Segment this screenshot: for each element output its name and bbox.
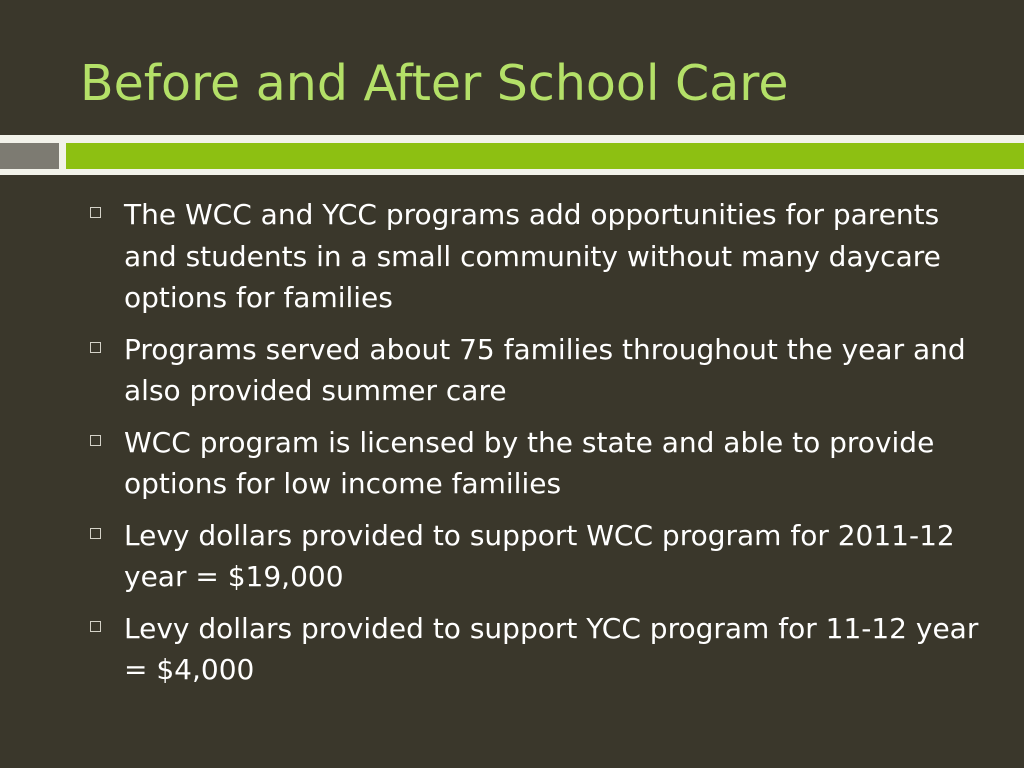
bullet-text: Levy dollars provided to support YCC program for 11-12 year = $4,000 — [124, 611, 979, 686]
bullet-item — [84, 194, 984, 319]
bullet-text: Levy dollars provided to support WCC program for 2011-12 year = $19,000 — [124, 518, 955, 593]
divider-accent-gray — [0, 143, 59, 169]
bullet-text: The WCC and YCC programs add opportunities for parents and students in a small community without many daycare options for families — [124, 198, 941, 314]
square-bullet-icon — [90, 528, 101, 539]
bullet-item — [84, 608, 984, 691]
square-bullet-icon — [90, 621, 101, 632]
bullet-text: Programs served about 75 families throughout the year and also provided summer care — [124, 332, 966, 407]
bullet-item — [84, 422, 984, 505]
bullet-item — [84, 329, 984, 412]
slide-title: Before and After School Care — [80, 55, 789, 112]
square-bullet-icon — [90, 435, 101, 446]
bullet-item — [84, 515, 984, 598]
square-bullet-icon — [90, 207, 101, 218]
bullet-text: WCC program is licensed by the state and able to provide options for low income families — [124, 425, 935, 500]
bullet-list — [84, 194, 984, 701]
divider-accent-green — [66, 143, 1024, 169]
square-bullet-icon — [90, 342, 101, 353]
